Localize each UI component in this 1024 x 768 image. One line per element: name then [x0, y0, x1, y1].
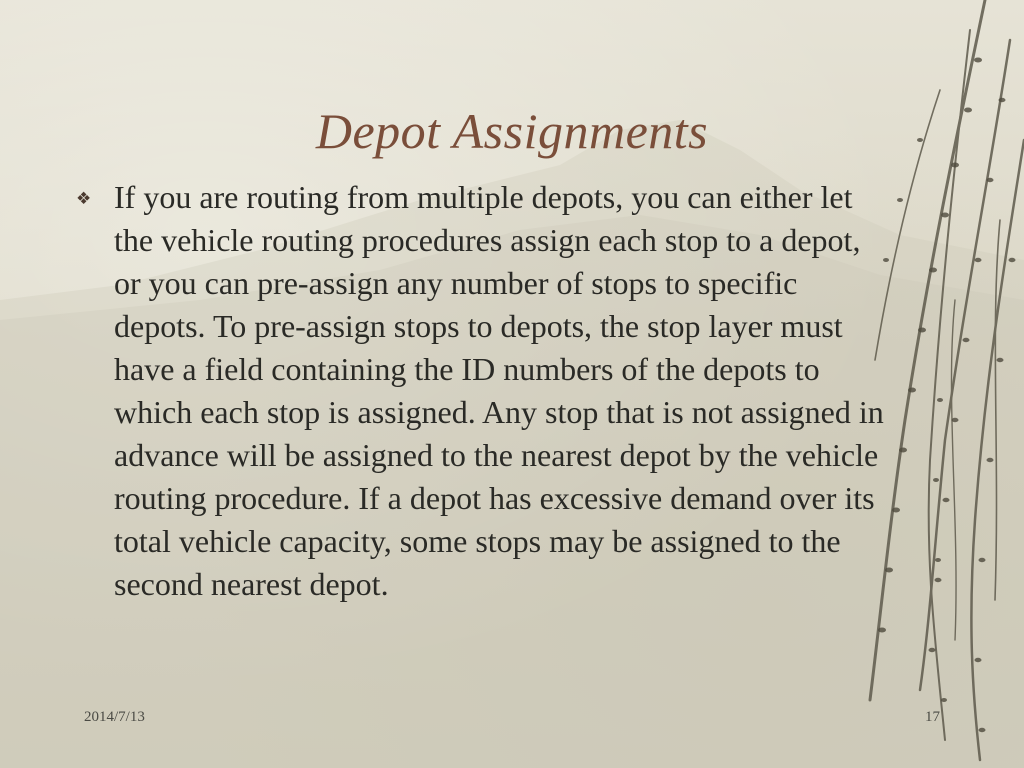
bullet-text: If you are routing from multiple depots, you can either let the vehicle routing procedures assign each stop to a depot, or you can pre-assign any number of stops to specific depots. To pre-assign stops to depots, the stop layer must have a field containing the ID numbers of the depots to which each stop is assigned. Any stop that is not assigned in advance will be assigned to the nearest depot by the vehicle routing procedure. If a depot has excessive demand over its total vehicle capacity, some stops may be assigned to the second nearest depot. [114, 179, 884, 602]
slide-number: 17 [925, 709, 940, 725]
bullet-item [70, 176, 930, 606]
slide-title: Depot Assignments [315, 103, 709, 159]
footer-date: 2014/7/13 [84, 709, 145, 725]
diamond-bullet-icon: ❖ [76, 189, 92, 209]
